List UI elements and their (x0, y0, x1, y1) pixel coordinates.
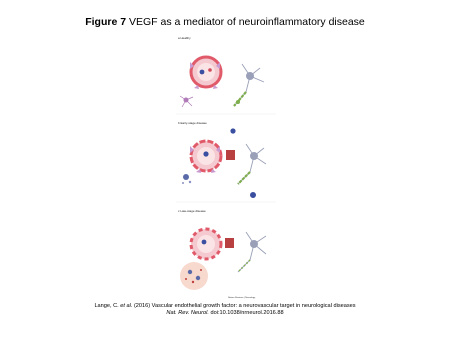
blood-cell-a2 (208, 68, 212, 72)
neuron-dendrites-b (238, 144, 266, 184)
activated-microglia-b (183, 174, 189, 180)
neuron-dendrites-c (238, 232, 266, 272)
cytokine-c3 (185, 278, 187, 280)
citation-doi: doi:10.1038/nrneurol.2016.88 (208, 310, 284, 316)
journal-tag: Nature Reviews | Neurology (228, 297, 256, 299)
blood-cell-c1 (202, 240, 207, 245)
blood-cell-a1 (200, 70, 205, 75)
cytokine-c1 (192, 281, 194, 283)
vegf-box-b (226, 150, 235, 160)
figure-title (0, 16, 450, 28)
figure-illustration (176, 32, 276, 302)
citation-line-2 (0, 310, 450, 317)
citation-etal: et al. (120, 303, 133, 309)
microglia-c2 (196, 276, 200, 280)
microglia-c1 (188, 270, 192, 274)
illustration-svg (176, 32, 276, 302)
panel-c-heading: c Late-stage disease (178, 209, 206, 213)
panel-late (178, 209, 266, 299)
panel-a-heading: a Healthy (178, 36, 191, 40)
immune-cell-b (250, 192, 256, 198)
citation-line-1 (0, 303, 450, 310)
blood-cell-b1 (203, 151, 208, 156)
citation-title: (2016) Vascular endothelial growth factor: a neurovascular target in neurological diseases (132, 303, 356, 309)
cytokine-c2 (200, 269, 202, 271)
panel-healthy (176, 36, 276, 114)
citation-journal: Nat. Rev. Neurol. (166, 310, 209, 316)
vegf-box-c (225, 238, 234, 248)
panel-b-heading: b Early-stage disease (178, 121, 207, 125)
cytokine-b1 (189, 181, 191, 183)
figure-title-text: VEGF as a mediator of neuroinflammatory disease (128, 16, 365, 28)
panel-early (176, 121, 276, 202)
myelinated-axon-b (238, 172, 250, 184)
figure-number: Figure 7 (85, 16, 127, 28)
infiltrating-cell-b (230, 128, 235, 133)
cytokine-b2 (182, 182, 184, 184)
oligodendrocyte-a (236, 100, 240, 104)
inflammatory-lesion-c (180, 262, 208, 290)
citation-authors: Lange, C. (94, 303, 121, 309)
vessel-lumen-c (197, 235, 215, 253)
